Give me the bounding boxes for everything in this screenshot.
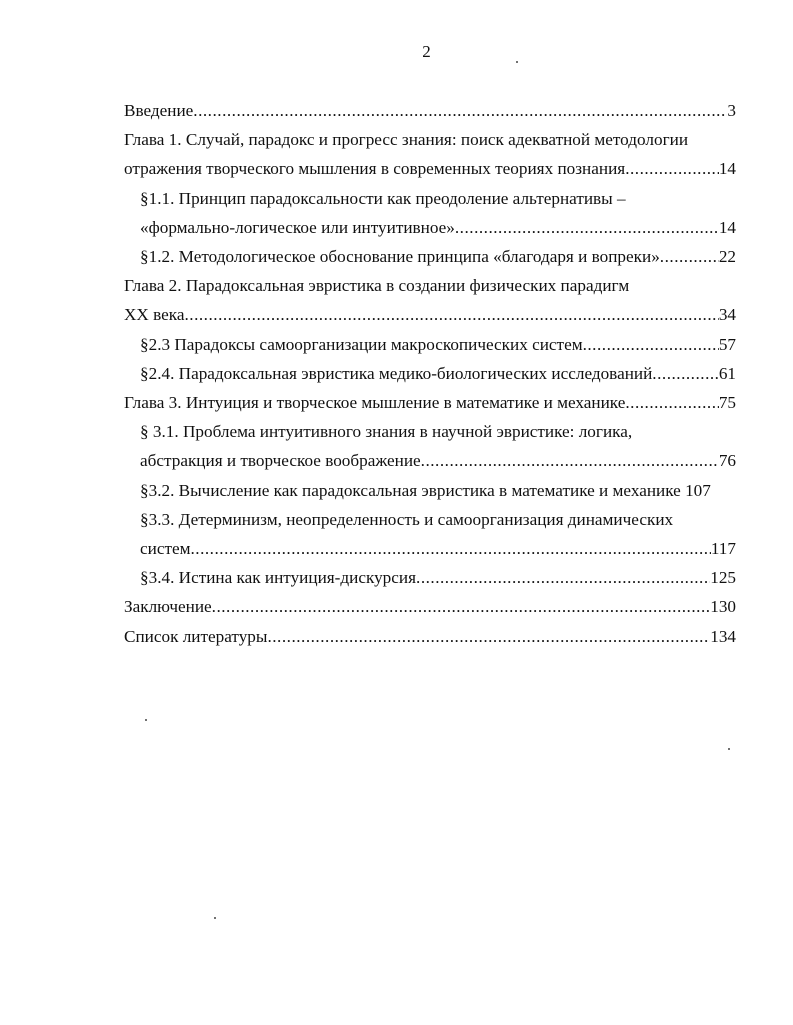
toc-leader-dots bbox=[184, 300, 718, 329]
toc-entry-section-1-2[interactable] bbox=[124, 242, 736, 271]
toc-leader-dots bbox=[416, 563, 710, 592]
toc-entry-title: §1.2. Методологическое обоснование принципа «благодаря и вопреки» bbox=[140, 247, 660, 267]
toc-entry-section-3-3[interactable] bbox=[124, 505, 736, 534]
toc-entry-title: Глава 3. Интуиция и творческое мышление в математике и механике bbox=[124, 393, 626, 413]
toc-entry-title: §2.3 Парадоксы самоорганизации макроскопических систем bbox=[140, 334, 583, 354]
toc-entry-section-3-4[interactable] bbox=[124, 563, 736, 592]
toc-entry-title: § 3.1. Проблема интуитивного знания в научной эвристике: логика, bbox=[140, 422, 633, 442]
toc-entry-title: §2.4. Парадоксальная эвристика медико-биологических исследований bbox=[140, 363, 653, 383]
toc-entry-page: 125 bbox=[710, 568, 736, 588]
toc-entry-page: 57 bbox=[718, 334, 736, 354]
toc-leader-dots bbox=[190, 534, 710, 563]
toc-entry-chapter-3[interactable] bbox=[124, 388, 736, 417]
toc-entry-title: §3.4. Истина как интуиция-дискурсия bbox=[140, 568, 417, 588]
toc-entry-section-1-1[interactable] bbox=[124, 184, 736, 213]
toc-entry-title: §1.1. Принцип парадоксальности как преодоление альтернативы – bbox=[140, 188, 626, 208]
toc-entry-title: Заключение bbox=[124, 597, 212, 617]
toc-entry-section-1-1-cont[interactable] bbox=[124, 213, 736, 242]
toc-entry-page: 61 bbox=[718, 363, 736, 383]
toc-entry-chapter-1[interactable] bbox=[124, 125, 736, 154]
scan-speck bbox=[516, 61, 518, 63]
toc-leader-dots bbox=[455, 213, 719, 242]
toc-entry-title: систем bbox=[140, 539, 191, 559]
scan-speck bbox=[145, 719, 147, 721]
toc-entry-chapter-2[interactable] bbox=[124, 271, 736, 300]
toc-entry-title: Глава 2. Парадоксальная эвристика в создании физических парадигм bbox=[124, 276, 630, 296]
toc-entry-page: 14 bbox=[718, 159, 736, 179]
toc-entry-title: «формально-логическое или интуитивное» bbox=[140, 217, 455, 237]
toc-entry-title: отражения творческого мышления в современных теориях познания bbox=[124, 159, 626, 179]
toc-entry-title: §3.3. Детерминизм, неопределенность и самоорганизация динамических bbox=[140, 509, 674, 529]
toc-entry-conclusion[interactable] bbox=[124, 592, 736, 621]
toc-entry-title: Список литературы bbox=[124, 626, 268, 646]
toc-leader-dots bbox=[212, 592, 711, 621]
toc-entry-section-3-2[interactable] bbox=[124, 476, 736, 505]
toc-entry-chapter-1-cont[interactable] bbox=[124, 154, 736, 183]
toc-entry-title: XX века bbox=[124, 305, 185, 325]
toc-entry-title: Глава 1. Случай, парадокс и прогресс знания: поиск адекватной методологии bbox=[124, 130, 689, 150]
toc-entry-page: 130 bbox=[710, 597, 736, 617]
toc-leader-dots bbox=[193, 96, 727, 125]
toc-entry-page: 22 bbox=[718, 247, 736, 267]
scan-speck bbox=[214, 917, 216, 919]
toc-entry-page: 75 bbox=[718, 393, 736, 413]
toc-entry-title: Введение bbox=[124, 101, 194, 120]
table-of-contents bbox=[124, 96, 736, 651]
toc-entry-section-2-3[interactable] bbox=[124, 330, 736, 359]
toc-entry-title: §3.2. Вычисление как парадоксальная эвристика в математике и механике 107 bbox=[140, 480, 711, 500]
toc-entry-chapter-2-cont[interactable] bbox=[124, 300, 736, 329]
toc-entry-introduction[interactable] bbox=[124, 96, 736, 125]
toc-leader-dots bbox=[267, 622, 710, 651]
toc-leader-dots bbox=[660, 242, 719, 271]
toc-entry-title: абстракция и творческое воображение bbox=[140, 451, 421, 471]
toc-entry-page: 117 bbox=[710, 539, 736, 559]
toc-entry-section-3-1-cont[interactable] bbox=[124, 446, 736, 475]
toc-entry-page: 134 bbox=[710, 626, 736, 646]
toc-entry-bibliography[interactable] bbox=[124, 622, 736, 651]
toc-entry-page: 14 bbox=[718, 217, 736, 237]
page-number: 2 bbox=[422, 42, 431, 61]
toc-entry-page: 34 bbox=[718, 305, 736, 325]
toc-leader-dots bbox=[421, 446, 719, 475]
toc-entry-page: 3 bbox=[727, 101, 736, 120]
toc-entry-section-2-4[interactable] bbox=[124, 359, 736, 388]
toc-leader-dots bbox=[583, 330, 719, 359]
toc-leader-dots bbox=[625, 388, 718, 417]
scan-speck bbox=[728, 748, 730, 750]
toc-entry-section-3-1[interactable] bbox=[124, 417, 736, 446]
toc-leader-dots bbox=[652, 359, 719, 388]
toc-entry-section-3-3-cont[interactable] bbox=[124, 534, 736, 563]
toc-entry-page: 76 bbox=[718, 451, 736, 471]
toc-leader-dots bbox=[625, 154, 719, 183]
